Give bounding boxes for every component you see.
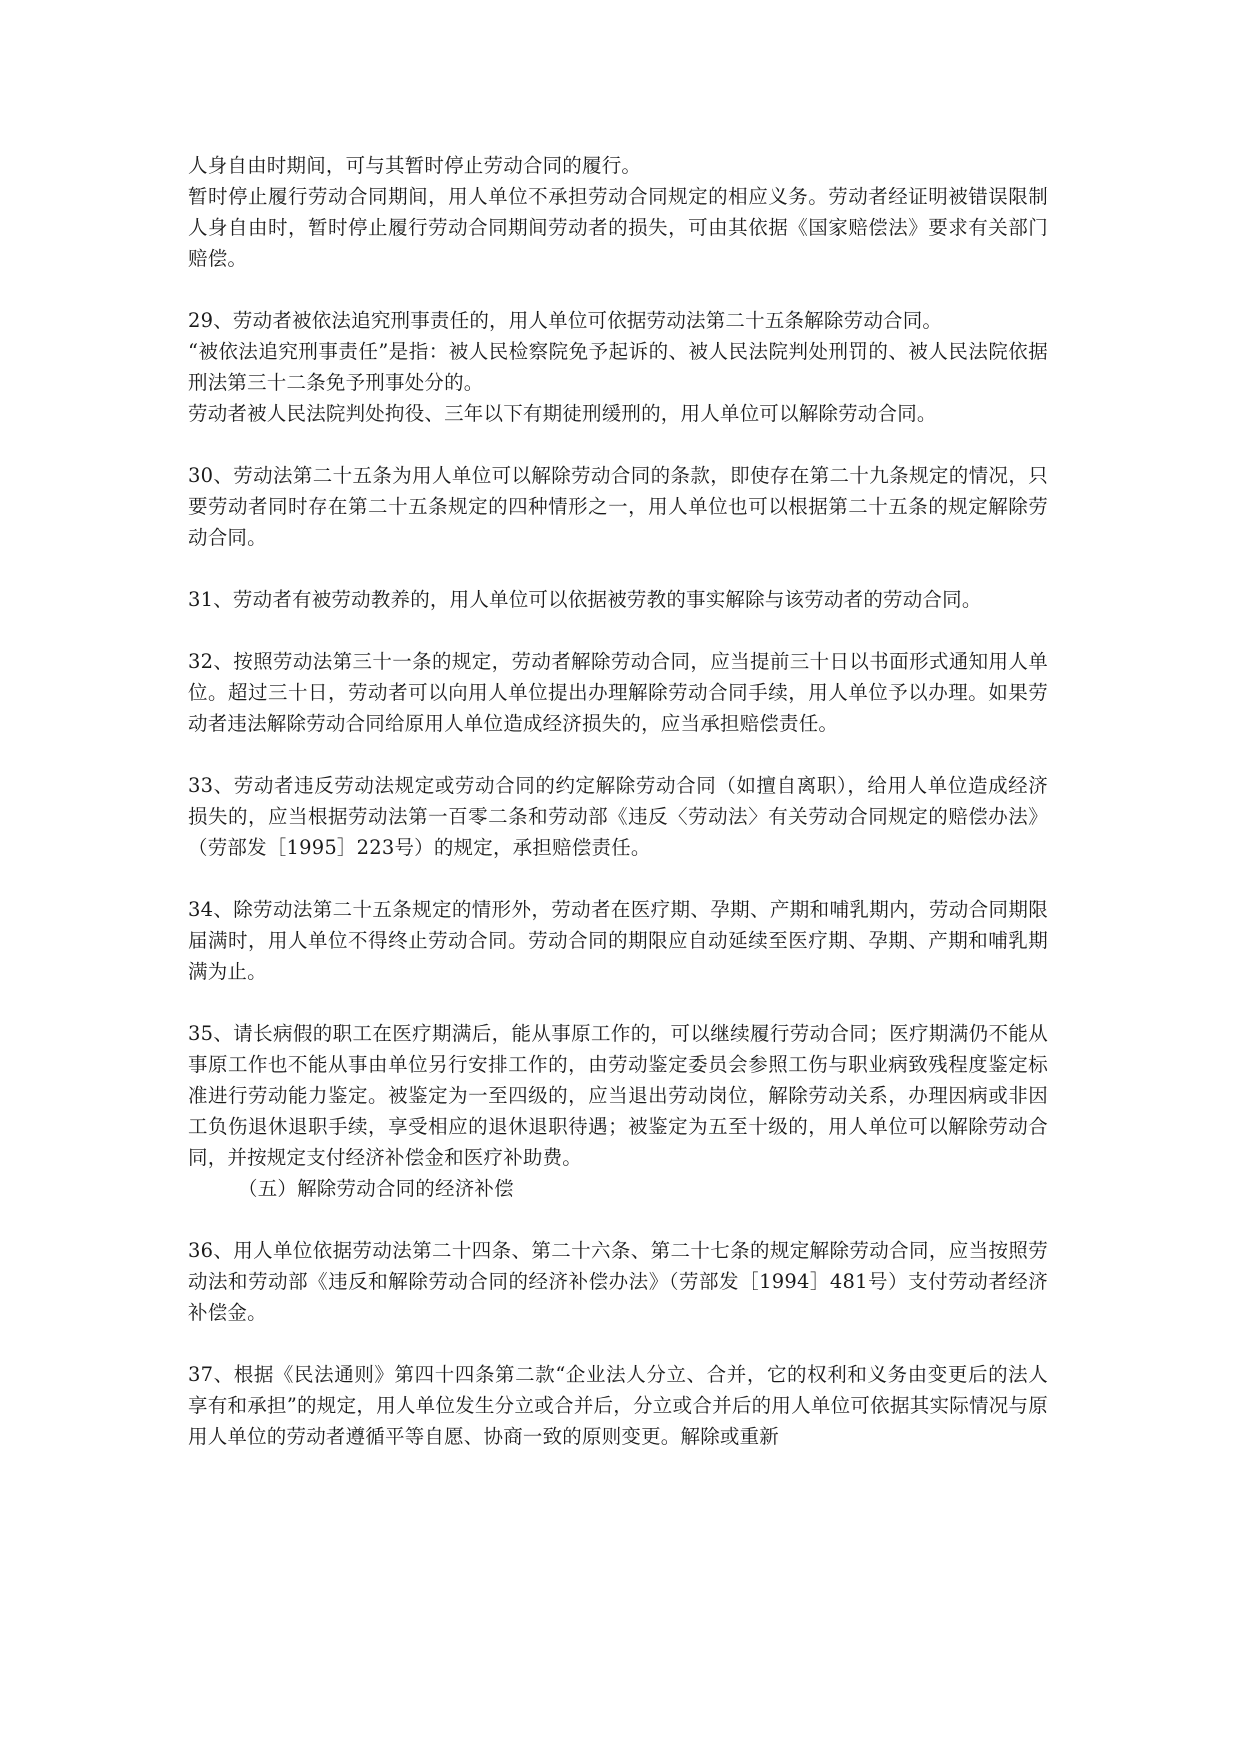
paragraph: 劳动者被人民法院判处拘役、三年以下有期徒刑缓刑的，用人单位可以解除劳动合同。: [188, 402, 937, 425]
paragraph-gap: [188, 429, 1048, 460]
paragraph: 31、劳动者有被劳动教养的，用人单位可以依据被劳教的事实解除与该劳动者的劳动合同。: [188, 588, 982, 611]
paragraph: 36、用人单位依据劳动法第二十四条、第二十六条、第二十七条的规定解除劳动合同，应当按照劳动法和劳动部《违反和解除劳动合同的经济补偿办法》（劳部发［1994］481号）支付劳动者经济补偿金。: [188, 1239, 1048, 1324]
paragraph: 33、劳动者违反劳动法规定或劳动合同的约定解除劳动合同（如擅自离职），给用人单位造成经济损失的，应当根据劳动法第一百零二条和劳动部《违反〈劳动法〉有关劳动合同规定的赔偿办法》（劳部发［1995］223号）的规定，承担赔偿责任。: [188, 774, 1048, 859]
paragraph: 32、按照劳动法第三十一条的规定，劳动者解除劳动合同，应当提前三十日以书面形式通知用人单位。超过三十日，劳动者可以向用人单位提出办理解除劳动合同手续，用人单位予以办理。如果劳动者违法解除劳动合同给原用人单位造成经济损失的，应当承担赔偿责任。: [188, 650, 1048, 735]
document-body: [188, 150, 1048, 1452]
paragraph-gap: [188, 863, 1048, 894]
paragraph: 暂时停止履行劳动合同期间，用人单位不承担劳动合同规定的相应义务。劳动者经证明被错误限制人身自由时，暂时停止履行劳动合同期间劳动者的损失，可由其依据《国家赔偿法》要求有关部门赔偿。: [188, 185, 1048, 270]
paragraph-gap: [188, 615, 1048, 646]
paragraph-gap: [188, 274, 1048, 305]
paragraph: “被依法追究刑事责任”是指：被人民检察院免予起诉的、被人民法院判处刑罚的、被人民法院依据刑法第三十二条免予刑事处分的。: [188, 340, 1048, 394]
paragraph: 30、劳动法第二十五条为用人单位可以解除劳动合同的条款，即使存在第二十九条规定的情况，只要劳动者同时存在第二十五条规定的四种情形之一，用人单位也可以根据第二十五条的规定解除劳动合同。: [188, 464, 1048, 549]
paragraph-gap: [188, 987, 1048, 1018]
paragraph: 人身自由时期间，可与其暂时停止劳动合同的履行。: [188, 154, 642, 177]
paragraph: 37、根据《民法通则》第四十四条第二款“企业法人分立、合并，它的权利和义务由变更后的法人享有和承担”的规定，用人单位发生分立或合并后，分立或合并后的用人单位可依据其实际情况与原用人单位的劳动者遵循平等自愿、协商一致的原则变更。解除或重新: [188, 1363, 1048, 1448]
section-heading: （五）解除劳动合同的经济补偿: [238, 1177, 514, 1200]
paragraph-gap: [188, 739, 1048, 770]
paragraph: 35、请长病假的职工在医疗期满后，能从事原工作的，可以继续履行劳动合同；医疗期满仍不能从事原工作也不能从事由单位另行安排工作的，由劳动鉴定委员会参照工伤与职业病致残程度鉴定标准进行劳动能力鉴定。被鉴定为一至四级的，应当退出劳动岗位，解除劳动关系，办理因病或非因工负伤退休退职手续，享受相应的退休退职待遇；被鉴定为五至十级的，用人单位可以解除劳动合同，并按规定支付经济补偿金和医疗补助费。: [188, 1022, 1048, 1169]
paragraph-gap: [188, 1204, 1048, 1235]
paragraph-gap: [188, 553, 1048, 584]
paragraph: 29、劳动者被依法追究刑事责任的，用人单位可依据劳动法第二十五条解除劳动合同。: [188, 309, 943, 332]
paragraph: 34、除劳动法第二十五条规定的情形外，劳动者在医疗期、孕期、产期和哺乳期内，劳动合同期限届满时，用人单位不得终止劳动合同。劳动合同的期限应自动延续至医疗期、孕期、产期和哺乳期满为止。: [188, 898, 1048, 983]
paragraph-gap: [188, 1328, 1048, 1359]
